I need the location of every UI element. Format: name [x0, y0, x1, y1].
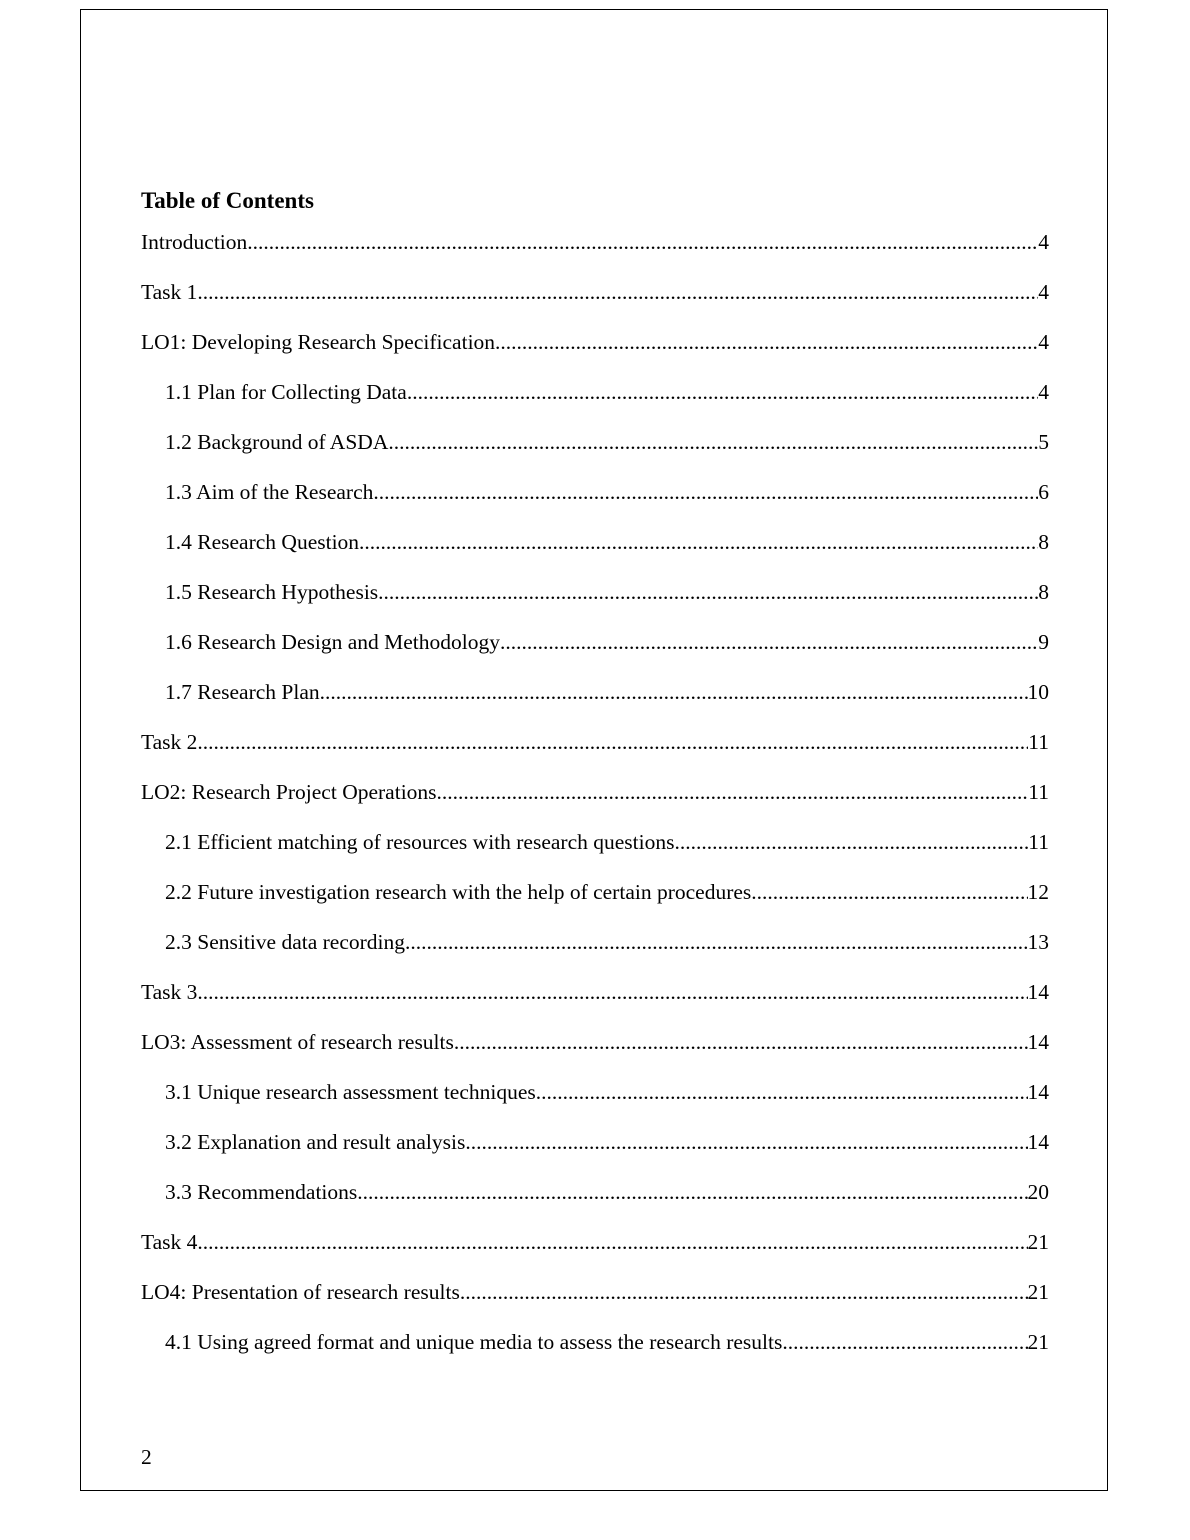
toc-dot-leader	[407, 377, 1038, 407]
toc-entry-2-3[interactable]	[141, 927, 1049, 977]
toc-dot-leader	[405, 927, 1027, 957]
toc-entry-label: 2.1 Efficient matching of resources with research questions	[165, 830, 675, 854]
toc-entry-task-4[interactable]	[141, 1227, 1049, 1277]
toc-entry-task-2[interactable]	[141, 727, 1049, 777]
toc-title: Table of Contents	[141, 188, 314, 213]
toc-dot-leader	[460, 1277, 1028, 1307]
toc-entry-label: 3.1 Unique research assessment techniques	[165, 1080, 536, 1104]
toc-dot-leader	[357, 1177, 1027, 1207]
toc-dot-leader	[388, 427, 1038, 457]
toc-entry-page: 11	[1028, 780, 1049, 804]
toc-dot-leader	[751, 877, 1027, 907]
toc-entry-label: 1.3 Aim of the Research	[165, 480, 374, 504]
toc-entry-page: 14	[1027, 1030, 1049, 1054]
toc-entry-page: 4	[1038, 230, 1049, 254]
toc-entry-label: LO1: Developing Research Specification	[141, 330, 496, 354]
toc-entry-label: 1.2 Background of ASDA	[165, 430, 389, 454]
toc-entry-page: 12	[1027, 880, 1049, 904]
toc-dot-leader	[197, 277, 1038, 307]
toc-dot-leader	[359, 527, 1038, 557]
toc-entry-page: 14	[1027, 1130, 1049, 1154]
toc-entry-label: 1.5 Research Hypothesis	[165, 580, 379, 604]
toc-entry-introduction[interactable]	[141, 227, 1049, 277]
toc-entry-page: 4	[1038, 380, 1049, 404]
toc-entry-label: LO3: Assessment of research results	[141, 1030, 454, 1054]
toc-entry-page: 4	[1038, 330, 1049, 354]
toc-entry-lo4[interactable]	[141, 1277, 1049, 1327]
toc-entry-page: 6	[1038, 480, 1049, 504]
toc-entry-lo3[interactable]	[141, 1027, 1049, 1077]
toc-entry-label: Task 4	[141, 1230, 198, 1254]
toc-entry-page: 14	[1027, 1080, 1049, 1104]
toc-entry-2-2[interactable]	[141, 877, 1049, 927]
toc-entry-3-1[interactable]	[141, 1077, 1049, 1127]
toc-entry-label: Task 3	[141, 980, 198, 1004]
toc-entry-3-2[interactable]	[141, 1127, 1049, 1177]
toc-entry-label: Introduction	[141, 230, 248, 254]
toc-dot-leader	[197, 727, 1028, 757]
toc-entry-task-3[interactable]	[141, 977, 1049, 1027]
toc-entry-page: 5	[1038, 430, 1049, 454]
toc-entry-label: Task 1	[141, 280, 198, 304]
toc-dot-leader	[536, 1077, 1028, 1107]
toc-entry-2-1[interactable]	[141, 827, 1049, 877]
toc-entry-label: 2.2 Future investigation research with the help of certain procedures	[165, 880, 752, 904]
toc-entry-page: 8	[1038, 580, 1049, 604]
toc-dot-leader	[674, 827, 1028, 857]
toc-entry-label: 1.7 Research Plan	[165, 680, 320, 704]
toc-dot-leader	[197, 977, 1027, 1007]
toc-entry-3-3[interactable]	[141, 1177, 1049, 1227]
toc-entry-page: 11	[1028, 730, 1049, 754]
toc-dot-leader	[437, 777, 1029, 807]
toc-entry-page: 21	[1027, 1230, 1049, 1254]
toc-dot-leader	[465, 1127, 1027, 1157]
toc-entry-page: 8	[1038, 530, 1049, 554]
toc-dot-leader	[495, 327, 1038, 357]
toc-dot-leader	[782, 1327, 1027, 1357]
toc-entry-page: 4	[1038, 280, 1049, 304]
toc-dot-leader	[320, 677, 1028, 707]
toc-dot-leader	[500, 627, 1038, 657]
toc-entry-lo2[interactable]	[141, 777, 1049, 827]
toc-entry-label: 3.3 Recommendations	[165, 1180, 358, 1204]
toc-dot-leader	[197, 1227, 1027, 1257]
toc-entry-label: 2.3 Sensitive data recording	[165, 930, 406, 954]
toc-entry-task-1[interactable]	[141, 277, 1049, 327]
toc-entry-page: 11	[1028, 830, 1049, 854]
toc-entry-page: 10	[1027, 680, 1049, 704]
toc-entry-page: 14	[1027, 980, 1049, 1004]
toc-entry-label: 3.2 Explanation and result analysis	[165, 1130, 466, 1154]
toc-entry-label: 1.6 Research Design and Methodology	[165, 630, 500, 654]
toc-entry-1-4[interactable]	[141, 527, 1049, 577]
toc-entry-4-1[interactable]	[141, 1327, 1049, 1377]
toc-entry-label: 1.4 Research Question	[165, 530, 360, 554]
toc-entry-1-3[interactable]	[141, 477, 1049, 527]
toc-entry-page: 20	[1027, 1180, 1049, 1204]
toc-entry-1-1[interactable]	[141, 377, 1049, 427]
toc-entry-label: 1.1 Plan for Collecting Data	[165, 380, 407, 404]
toc-entry-label: LO4: Presentation of research results	[141, 1280, 460, 1304]
page-number: 2	[141, 1445, 152, 1469]
toc-entry-page: 21	[1027, 1280, 1049, 1304]
toc-entry-label: 4.1 Using agreed format and unique media to assess the research results	[165, 1330, 783, 1354]
toc-entry-page: 13	[1027, 930, 1049, 954]
toc-dot-leader	[247, 227, 1038, 257]
toc-dot-leader	[454, 1027, 1028, 1057]
toc-entry-1-5[interactable]	[141, 577, 1049, 627]
toc-entry-1-6[interactable]	[141, 627, 1049, 677]
toc-dot-leader	[378, 577, 1038, 607]
toc-entry-lo1[interactable]	[141, 327, 1049, 377]
toc-entry-label: LO2: Research Project Operations	[141, 780, 437, 804]
toc-entry-page: 9	[1038, 630, 1049, 654]
toc-list	[141, 227, 1049, 1377]
toc-entry-label: Task 2	[141, 730, 198, 754]
toc-dot-leader	[373, 477, 1038, 507]
toc-entry-page: 21	[1027, 1330, 1049, 1354]
toc-entry-1-7[interactable]	[141, 677, 1049, 727]
toc-entry-1-2[interactable]	[141, 427, 1049, 477]
